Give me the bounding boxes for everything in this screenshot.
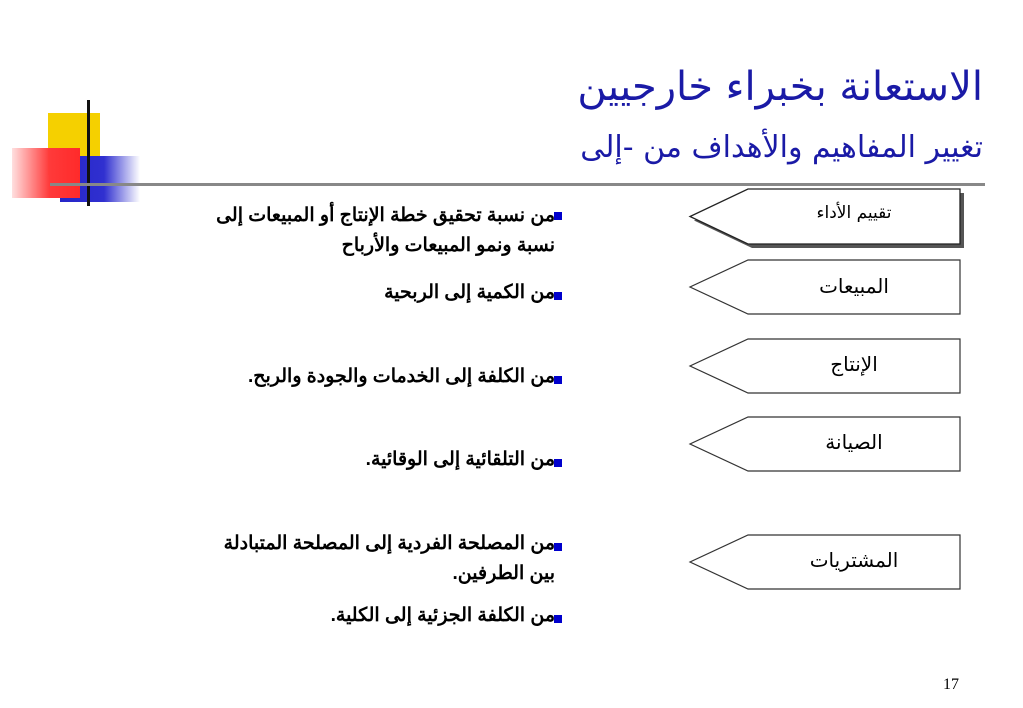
decorative-red-square [12, 148, 80, 198]
bullet-text-continued: بين الطرفين. [452, 563, 555, 584]
bullet-item [224, 529, 555, 589]
category-label: الصيانة [825, 430, 883, 454]
bullet-text: من التلقائية إلى الوقائية. [365, 449, 555, 470]
category-box-performance [688, 188, 960, 244]
category-box-production [688, 338, 960, 394]
bullet-text: من الكلفة إلى الخدمات والجودة والربح. [247, 366, 555, 387]
bullet-text: من نسبة تحقيق خطة الإنتاج أو المبيعات إلى [216, 205, 555, 226]
title-divider [50, 183, 985, 186]
category-box-purchasing [688, 534, 960, 590]
decorative-vertical-line [87, 100, 90, 206]
bullet-marker [554, 292, 562, 300]
bullet-marker [554, 376, 562, 384]
bullet-item [384, 278, 555, 308]
bullet-item [216, 201, 555, 261]
category-label: المشتريات [809, 548, 899, 572]
category-box-maintenance [688, 416, 960, 472]
bullet-text: من الكمية إلى الربحية [384, 282, 555, 303]
category-label: المبيعات [819, 274, 889, 298]
category-label: تقييم الأداء [816, 203, 892, 223]
category-box-sales [688, 259, 960, 315]
bullet-item [366, 445, 555, 475]
bullet-marker [554, 459, 562, 467]
bullet-marker [554, 543, 562, 551]
bullet-item [248, 362, 555, 392]
bullet-text-continued: نسبة ونمو المبيعات والأرباح [341, 235, 555, 256]
page-number: 17 [943, 676, 959, 693]
bullet-item [331, 601, 555, 631]
bullet-marker [554, 615, 562, 623]
slide-title: الاستعانة بخبراء خارجيين [577, 64, 983, 110]
bullet-marker [554, 212, 562, 220]
slide-subtitle: تغيير المفاهيم والأهداف من -إلى [580, 130, 983, 165]
bullet-text: من المصلحة الفردية إلى المصلحة المتبادلة [223, 533, 555, 554]
bullet-text: من الكلفة الجزئية إلى الكلية. [330, 605, 555, 626]
category-label: الإنتاج [830, 352, 878, 376]
